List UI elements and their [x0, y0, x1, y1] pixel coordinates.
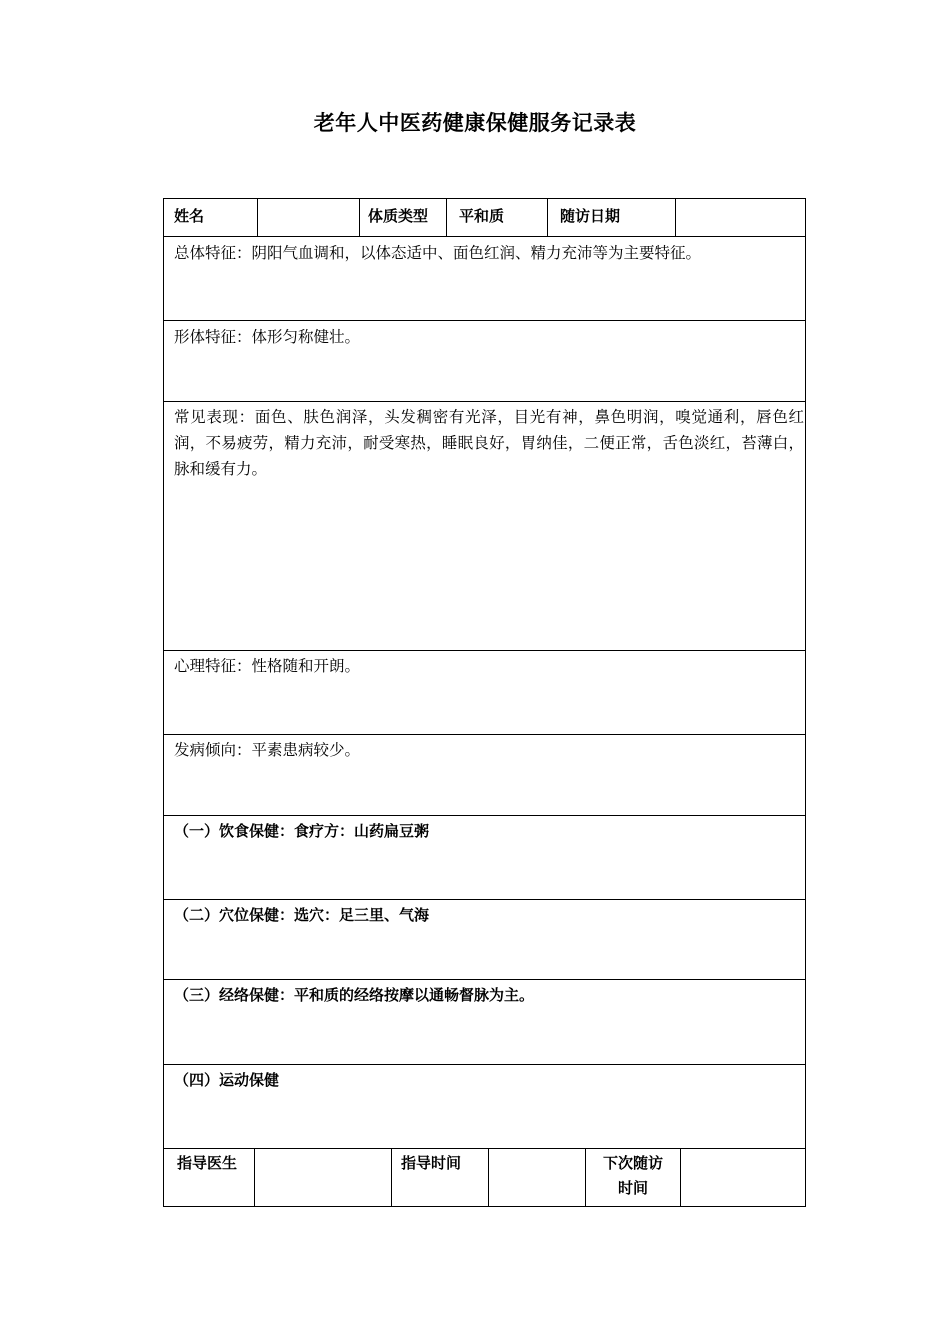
divider: [680, 1148, 681, 1206]
record-form: [163, 198, 806, 1207]
page-title: 老年人中医药健康保健服务记录表: [313, 111, 637, 135]
row-divider: [164, 899, 805, 900]
constitution-value: 平和质: [459, 207, 505, 225]
meridian-care: （三）经络保健：平和质的经络按摩以通畅督脉为主。: [174, 986, 535, 1004]
next-visit-label-line-2: 时间: [617, 1179, 648, 1197]
divider: [254, 1148, 255, 1206]
divider: [675, 199, 676, 236]
divider: [547, 199, 548, 236]
divider: [359, 199, 360, 236]
disease-tendency: 发病倾向：平素患病较少。: [174, 741, 361, 759]
psychological-features: 心理特征：性格随和开朗。: [174, 657, 361, 675]
row-divider: [164, 320, 805, 321]
row-divider: [164, 650, 805, 651]
divider: [257, 199, 258, 236]
row-divider: [164, 401, 805, 402]
row-divider: [164, 1148, 805, 1149]
guidance-time-label: 指导时间: [401, 1154, 462, 1172]
exercise-care: （四）运动保健: [174, 1071, 280, 1089]
row-divider: [164, 1064, 805, 1065]
row-divider: [164, 734, 805, 735]
common-signs: 常见表现：面色、肤色润泽，头发稠密有光泽，目光有神，鼻色明润，嗅觉通利，唇色红润，不易疲劳，精力充沛，耐受寒热，睡眠良好，胃纳佳，二便正常，舌色淡红，苔薄白，脉和缓有力。: [174, 408, 804, 478]
next-visit-label-line-1: 下次随访: [602, 1154, 663, 1172]
constitution-label: 体质类型: [368, 207, 429, 225]
acupoint-care: （二）穴位保健：选穴：足三里、气海: [174, 906, 430, 924]
overall-features: 总体特征：阴阳气血调和，以体态适中、面色红润、精力充沛等为主要特征。: [174, 244, 702, 262]
name-label: 姓名: [174, 207, 205, 225]
body-shape-features: 形体特征：体形匀称健壮。: [174, 328, 361, 346]
divider: [391, 1148, 392, 1206]
visit-date-label: 随访日期: [560, 207, 621, 225]
divider: [446, 199, 447, 236]
row-divider: [164, 236, 805, 237]
next-visit-label: [586, 1151, 680, 1201]
row-divider: [164, 815, 805, 816]
diet-care: （一）饮食保健：食疗方：山药扁豆粥: [174, 822, 430, 840]
divider: [488, 1148, 489, 1206]
doctor-label: 指导医生: [177, 1154, 238, 1172]
row-divider: [164, 979, 805, 980]
